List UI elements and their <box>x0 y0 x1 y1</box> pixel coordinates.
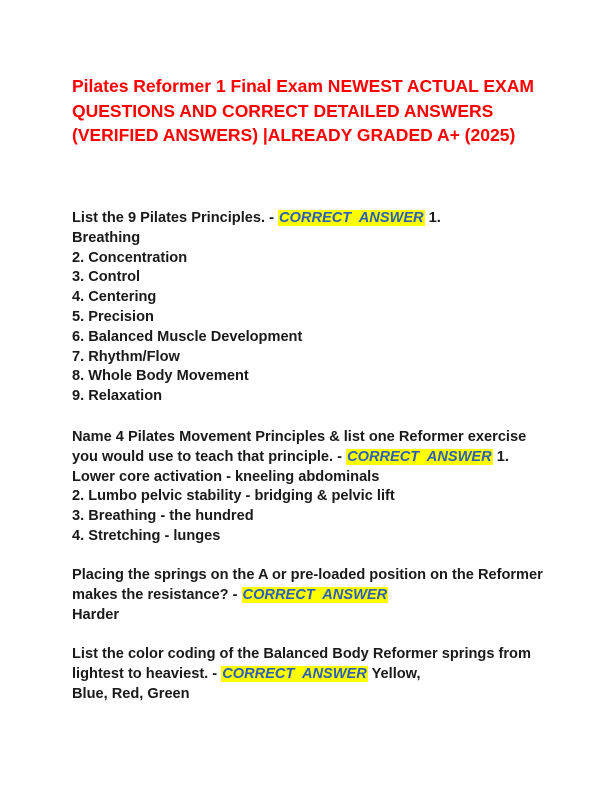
qa-item <box>72 645 552 704</box>
answer-text: 1. Lower core activation - kneeling abdominals 2. Lumbo pelvic stability - bridging & pelvic lift 3. Breathing - the hundred 4. Stretching - lunges <box>72 448 509 544</box>
correct-answer-tag: CORRECT ANSWER <box>347 448 492 465</box>
answer-text: 1. Breathing 2. Concentration 3. Control 4. Centering 5. Precision 6. Balanced Muscle Development 7. Rhythm/Flow 8. Whole Body Movement 9. Relaxation <box>72 210 441 405</box>
question-text: List the color coding of the Balanced Body Reformer springs from lightest to heaviest. - <box>72 646 536 682</box>
answer-text: Yellow, Blue, Red, Green <box>72 665 421 702</box>
question-text: Name 4 Pilates Movement Principles & list one Reformer exercise you would use to teach that principle. - <box>72 429 531 465</box>
qa-item <box>72 428 552 547</box>
qa-item <box>72 209 552 407</box>
correct-answer-tag: CORRECT ANSWER <box>222 665 367 682</box>
question-text: Placing the springs on the A or pre-loaded position on the Reformer makes the resistance? - <box>72 567 547 603</box>
document-title: Pilates Reformer 1 Final Exam NEWEST ACTUAL EXAM QUESTIONS AND CORRECT DETAILED ANSWERS (VERIFIED ANSWERS) |ALREADY GRADED A+ (2025) <box>72 76 534 145</box>
qa-item <box>72 566 552 625</box>
correct-answer-tag: CORRECT ANSWER <box>279 210 424 226</box>
question-text: List the 9 Pilates Principles. - <box>72 210 279 226</box>
answer-text: Harder <box>72 606 120 623</box>
correct-answer-tag: CORRECT ANSWER <box>242 586 388 603</box>
